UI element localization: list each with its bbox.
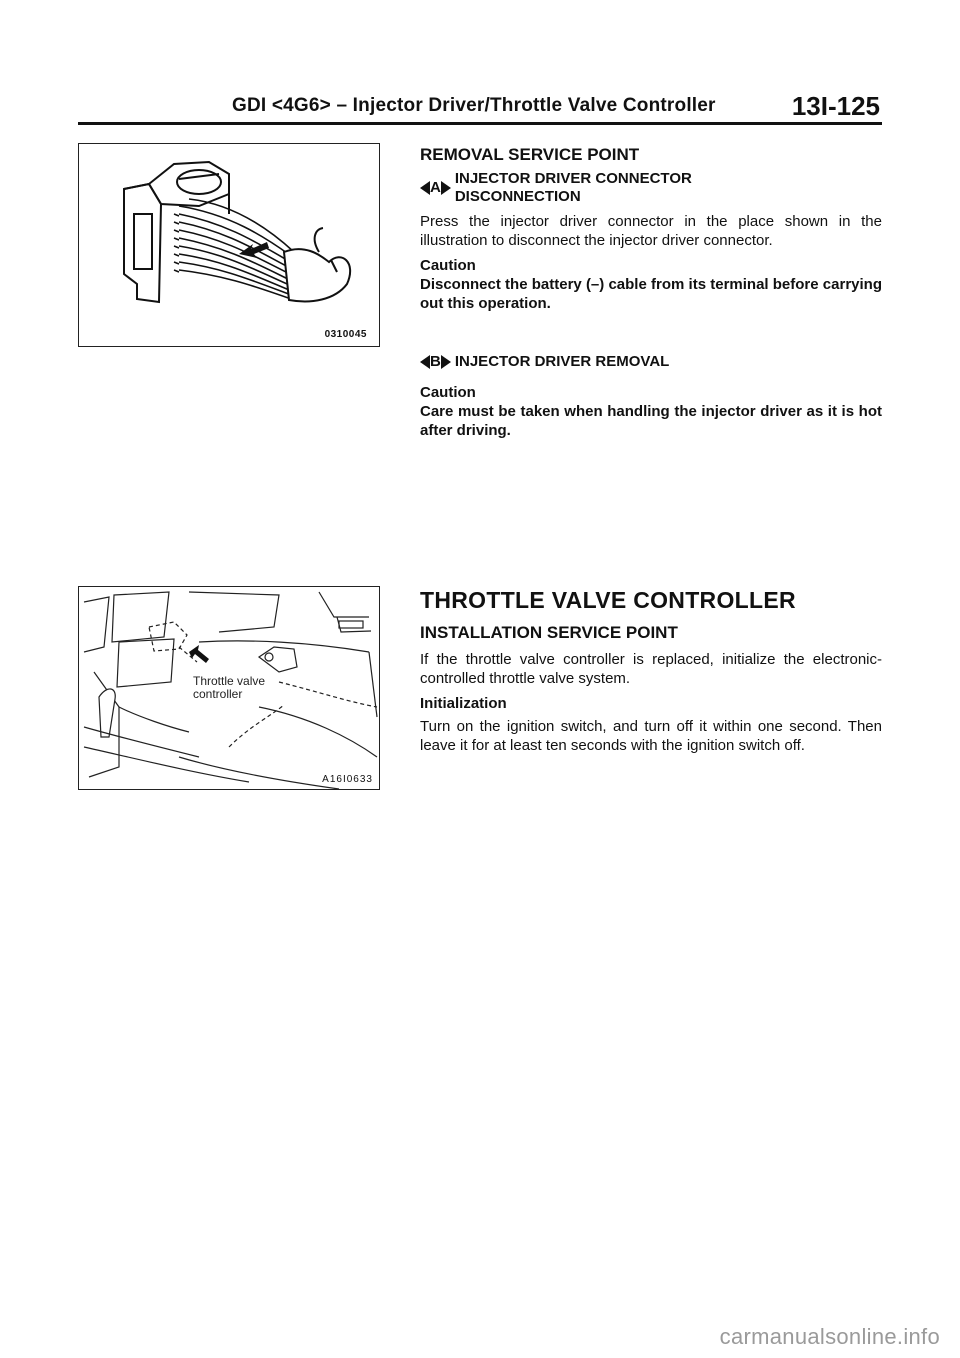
step-b-title-text: INJECTOR DRIVER REMOVAL — [454, 353, 670, 370]
right-triangle-icon — [441, 181, 451, 195]
injector-connector-illustration — [79, 144, 379, 346]
marker-a-letter: A — [430, 179, 441, 196]
figure-id: 0310045 — [324, 329, 367, 340]
step-a-caution-text: Disconnect the battery (–) cable from its terminal before carrying out this operation. — [420, 276, 882, 312]
page-number: 13I-125 — [791, 91, 880, 121]
controller-label-line2: controller — [193, 687, 243, 701]
step-b-caution-label: Caution — [420, 384, 476, 401]
marker-b-letter: B — [430, 353, 441, 370]
step-a-caution-label: Caution — [420, 257, 476, 274]
throttle-subheading: INSTALLATION SERVICE POINT — [420, 623, 678, 642]
removal-heading: REMOVAL SERVICE POINT — [420, 145, 640, 164]
step-a-text: Press the injector driver connector in the place shown in the illustration to disconnect the injector driver connector. — [420, 213, 882, 249]
location-arrow-icon — [189, 645, 209, 663]
throttle-text: If the throttle valve controller is replaced, initialize the electronic-controlled throttle valve system. — [420, 651, 882, 687]
throttle-controller-figure — [78, 586, 380, 790]
removal-section — [420, 145, 882, 440]
page-title: GDI <4G6> – Injector Driver/Throttle Valve Controller — [232, 95, 716, 116]
figure-id: A16I0633 — [322, 774, 373, 785]
step-a-title-line2: DISCONNECTION — [454, 188, 581, 205]
step-b-title — [420, 353, 882, 371]
header-divider — [78, 122, 882, 125]
throttle-section — [420, 587, 882, 755]
marker-a — [420, 170, 451, 206]
injector-connector-figure — [78, 143, 380, 347]
controller-label-line1: Throttle valve — [193, 674, 266, 688]
left-triangle-icon — [420, 355, 430, 369]
controller-label — [191, 675, 267, 701]
throttle-heading: THROTTLE VALVE CONTROLLER — [420, 587, 796, 613]
marker-b — [420, 353, 451, 371]
step-a-title-line1: INJECTOR DRIVER CONNECTOR — [454, 170, 692, 187]
step-a-title — [420, 170, 882, 206]
right-triangle-icon — [441, 355, 451, 369]
left-triangle-icon — [420, 181, 430, 195]
initialization-text: Turn on the ignition switch, and turn off it within one second. Then leave it for at least ten seconds with the ignition switch off. — [420, 718, 882, 754]
watermark: carmanualsonline.info — [719, 1324, 940, 1349]
step-b-caution-text: Care must be taken when handling the injector driver as it is hot after driving. — [420, 403, 882, 439]
initialization-label: Initialization — [420, 695, 507, 712]
